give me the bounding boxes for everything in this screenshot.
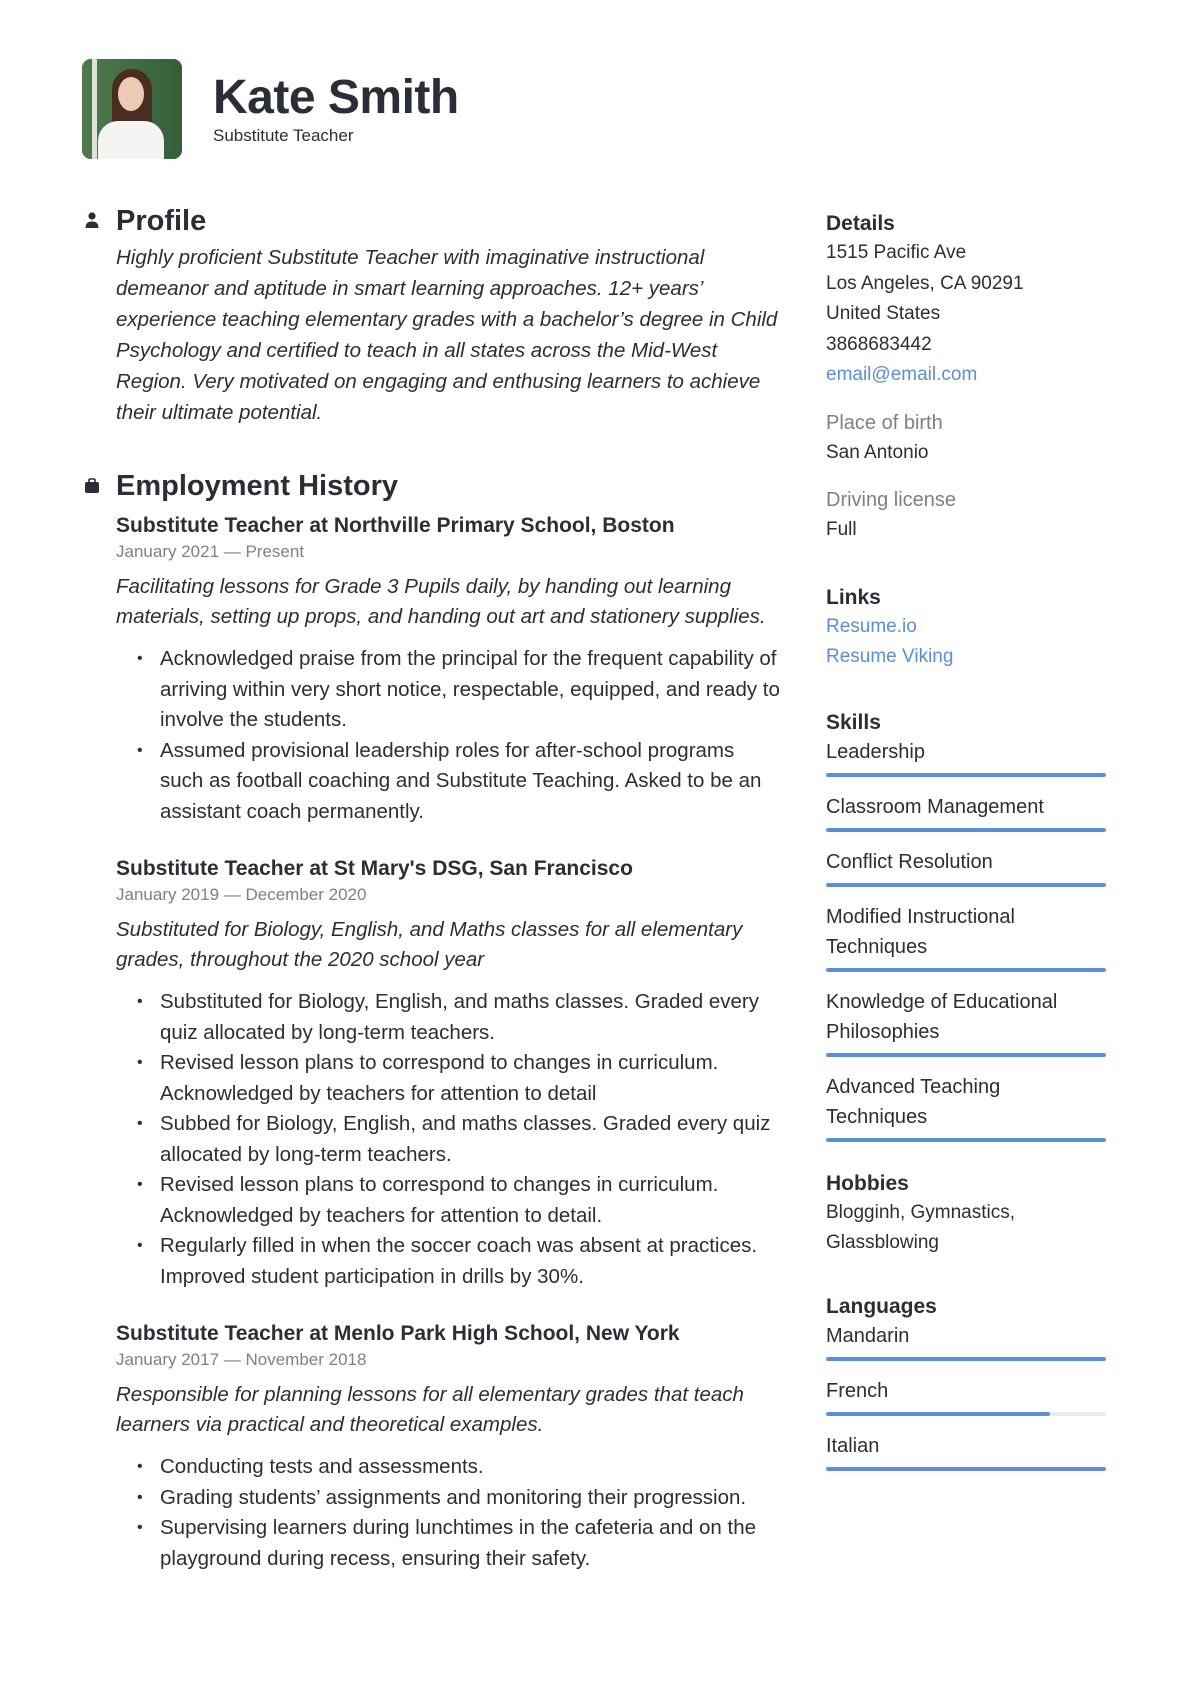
address-line-2: Los Angeles, CA 90291	[826, 272, 1024, 294]
links-section	[826, 584, 1106, 673]
bullet-item: • Subbed for Biology, English, and maths classes. Graded every quiz allocated by long-term teachers.	[116, 1109, 781, 1170]
profile-photo	[82, 59, 182, 159]
language-level-bar	[826, 1412, 1106, 1416]
person-icon	[84, 211, 100, 231]
language-name: Mandarin	[826, 1324, 910, 1347]
bullet-item: • Supervising learners during lunchtimes in the cafeteria and on the playground during recess, ensuring their safety.	[116, 1513, 781, 1574]
skill-name: Advanced Teaching Techniques	[826, 1075, 1001, 1128]
job-description: Substituted for Biology, English, and Maths classes for all elementary grades, throughout the 2020 school year	[116, 918, 743, 971]
link-resume-viking[interactable]: Resume Viking	[826, 646, 954, 667]
skill-name: Knowledge of Educational Philosophies	[826, 990, 1058, 1043]
details-section	[826, 210, 1106, 546]
bullet-item: • Acknowledged praise from the principal for the frequent capability of arriving within very short notice, respectable, equipped, and ready to involve the students.	[116, 644, 781, 736]
language-level-bar	[826, 1357, 1106, 1361]
skill-level-bar	[826, 1053, 1106, 1057]
resume-header	[82, 59, 459, 159]
job-title: Substitute Teacher at Menlo Park High School, New York	[116, 1322, 680, 1345]
skill-name: Leadership	[826, 740, 925, 763]
job-bullets	[116, 644, 781, 827]
candidate-job-title: Substitute Teacher	[213, 126, 354, 145]
sidebar	[826, 210, 1106, 1486]
skills-heading: Skills	[826, 710, 881, 734]
profile-heading: Profile	[116, 203, 781, 239]
skill-item	[826, 737, 1106, 777]
job-entry	[116, 855, 781, 1292]
skill-item	[826, 1072, 1106, 1142]
candidate-name: Kate Smith	[213, 71, 459, 124]
job-bullets	[116, 1452, 781, 1574]
job-dates: January 2021 — Present	[116, 542, 305, 561]
skills-section	[826, 709, 1106, 1142]
skill-item	[826, 902, 1106, 972]
bullet-item: • Revised lesson plans to correspond to changes in curriculum. Acknowledged by teachers for attention to detail.	[116, 1170, 781, 1231]
language-name: French	[826, 1379, 889, 1402]
driving-license-label: Driving license	[826, 489, 957, 511]
skill-level-bar	[826, 883, 1106, 887]
job-title: Substitute Teacher at Northville Primary School, Boston	[116, 514, 675, 537]
email-link[interactable]: email@email.com	[826, 364, 978, 385]
phone-number: 3868683442	[826, 333, 932, 355]
bullet-item: • Regularly filled in when the soccer coach was absent at practices. Improved student participation in drills by 30%.	[116, 1231, 781, 1292]
driving-license-value: Full	[826, 519, 857, 540]
job-dates: January 2017 — November 2018	[116, 1350, 367, 1369]
address-line-1: 1515 Pacific Ave	[826, 242, 967, 263]
hobbies-heading: Hobbies	[826, 1171, 909, 1195]
language-item	[826, 1321, 1106, 1361]
skill-level-bar	[826, 773, 1106, 777]
links-heading: Links	[826, 585, 881, 609]
skill-level-bar	[826, 828, 1106, 832]
skill-name: Conflict Resolution	[826, 850, 993, 873]
skill-level-bar	[826, 1138, 1106, 1142]
place-of-birth-value: San Antonio	[826, 441, 929, 463]
language-level-bar	[826, 1467, 1106, 1471]
job-description: Facilitating lessons for Grade 3 Pupils daily, by handing out learning materials, setting up props, and handing out art and stationery supplies.	[116, 575, 766, 628]
language-item	[826, 1431, 1106, 1471]
bullet-item: • Assumed provisional leadership roles for after-school programs such as football coaching and Substitute Teaching. Asked to be an assistant coach permanently.	[116, 736, 781, 828]
languages-heading: Languages	[826, 1294, 937, 1318]
skill-name: Classroom Management	[826, 795, 1044, 818]
job-entry	[116, 512, 781, 827]
language-item	[826, 1376, 1106, 1416]
employment-heading: Employment History	[116, 468, 781, 504]
skill-item	[826, 792, 1106, 832]
hobbies-section	[826, 1170, 1106, 1259]
skill-name: Modified Instructional Techniques	[826, 905, 1015, 958]
bullet-item: • Substituted for Biology, English, and maths classes. Graded every quiz allocated by long-term teachers.	[116, 987, 781, 1048]
bullet-item: • Conducting tests and assessments.	[116, 1452, 781, 1483]
job-dates: January 2019 — December 2020	[116, 885, 367, 904]
place-of-birth-label: Place of birth	[826, 411, 943, 434]
language-name: Italian	[826, 1434, 880, 1457]
skill-item	[826, 847, 1106, 887]
link-resume-io[interactable]: Resume.io	[826, 615, 917, 637]
hobbies-text: Blogginh, Gymnastics, Glassblowing	[826, 1201, 1016, 1253]
bullet-item: • Grading students’ assignments and monitoring their progression.	[116, 1483, 781, 1514]
skill-level-bar	[826, 968, 1106, 972]
country: United States	[826, 303, 941, 324]
job-title: Substitute Teacher at St Mary's DSG, San Francisco	[116, 857, 633, 880]
languages-section	[826, 1293, 1106, 1471]
job-description: Responsible for planning lessons for all elementary grades that teach learners via practical and theoretical examples.	[116, 1383, 744, 1436]
main-column	[116, 203, 781, 1574]
skill-item	[826, 987, 1106, 1057]
briefcase-icon	[84, 476, 100, 496]
details-heading: Details	[826, 212, 895, 235]
job-bullets	[116, 987, 781, 1292]
job-entry	[116, 1320, 781, 1574]
bullet-item: • Revised lesson plans to correspond to changes in curriculum. Acknowledged by teachers for attention to detail	[116, 1048, 781, 1109]
profile-summary: Highly proficient Substitute Teacher with imaginative instructional demeanor and aptitude in smart learning approaches. 12+ years’ experience teaching elementary grades with a bachelor’s degree in Child Psychology and certified to teach in all states across the Mid-West Region. Very motivated on engaging and enthusing learners to achieve their ultimate potential.	[116, 246, 778, 424]
title-block	[213, 72, 459, 146]
